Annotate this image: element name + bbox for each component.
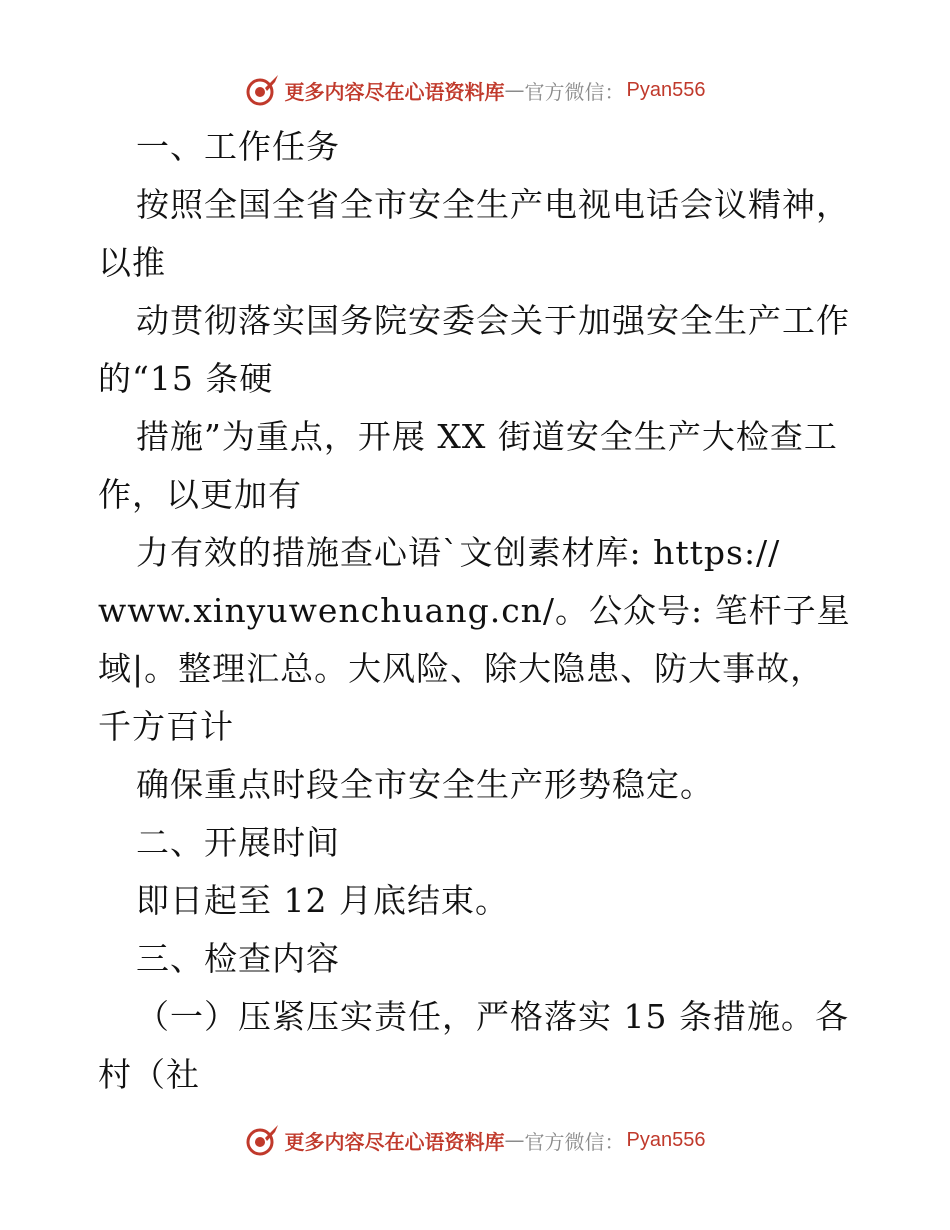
watermark-main-text: 更多内容尽在心语资料库: [284, 1129, 505, 1154]
watermark-main-text: 更多内容尽在心语资料库: [284, 79, 505, 104]
text-line: 措施”为重点，开展 XX 街道安全生产大检查工: [136, 417, 838, 456]
text-line: 作，以更加有: [98, 475, 302, 514]
watermark-handle: Pyan556: [626, 1128, 706, 1151]
text-line: 一、工作任务: [136, 127, 340, 166]
watermark-handle: Pyan556: [626, 78, 706, 101]
watermark-header: [0, 70, 950, 110]
text-line: 按照全国全省全市安全生产电视电话会议精神，: [136, 185, 850, 224]
text-line: 域|。整理汇总。大风险、除大隐患、防大事故，: [98, 649, 825, 688]
text-line: 确保重点时段全市安全生产形势稳定。: [136, 765, 714, 804]
quill-logo-icon: [245, 1122, 281, 1158]
text-line: 即日起至 12 月底结束。: [136, 881, 509, 920]
text-line: 的“15 条硬: [98, 359, 274, 398]
watermark-footer: [0, 1120, 950, 1160]
text-line: 村（社: [98, 1055, 200, 1094]
text-line: 二、开展时间: [136, 823, 340, 862]
watermark-dash: —: [504, 78, 525, 102]
text-line: www.xinyuwenchuang.cn/。公众号: 笔杆子星: [98, 591, 851, 630]
watermark-dash: —: [504, 1128, 525, 1152]
text-line: （一）压紧压实责任，严格落实 15 条措施。各: [136, 997, 849, 1036]
watermark-official-label: 官方微信：: [524, 79, 625, 104]
text-line: 三、检查内容: [136, 939, 340, 978]
text-line: 以推: [98, 243, 166, 282]
watermark-official-label: 官方微信：: [524, 1129, 625, 1154]
quill-logo-icon: [245, 72, 281, 108]
text-line: 千方百计: [98, 707, 234, 746]
text-line: 力有效的措施查心语`文创素材库: https://: [136, 533, 781, 572]
text-line: 动贯彻落实国务院安委会关于加强安全生产工作: [136, 301, 850, 340]
document-body: [98, 118, 858, 1104]
